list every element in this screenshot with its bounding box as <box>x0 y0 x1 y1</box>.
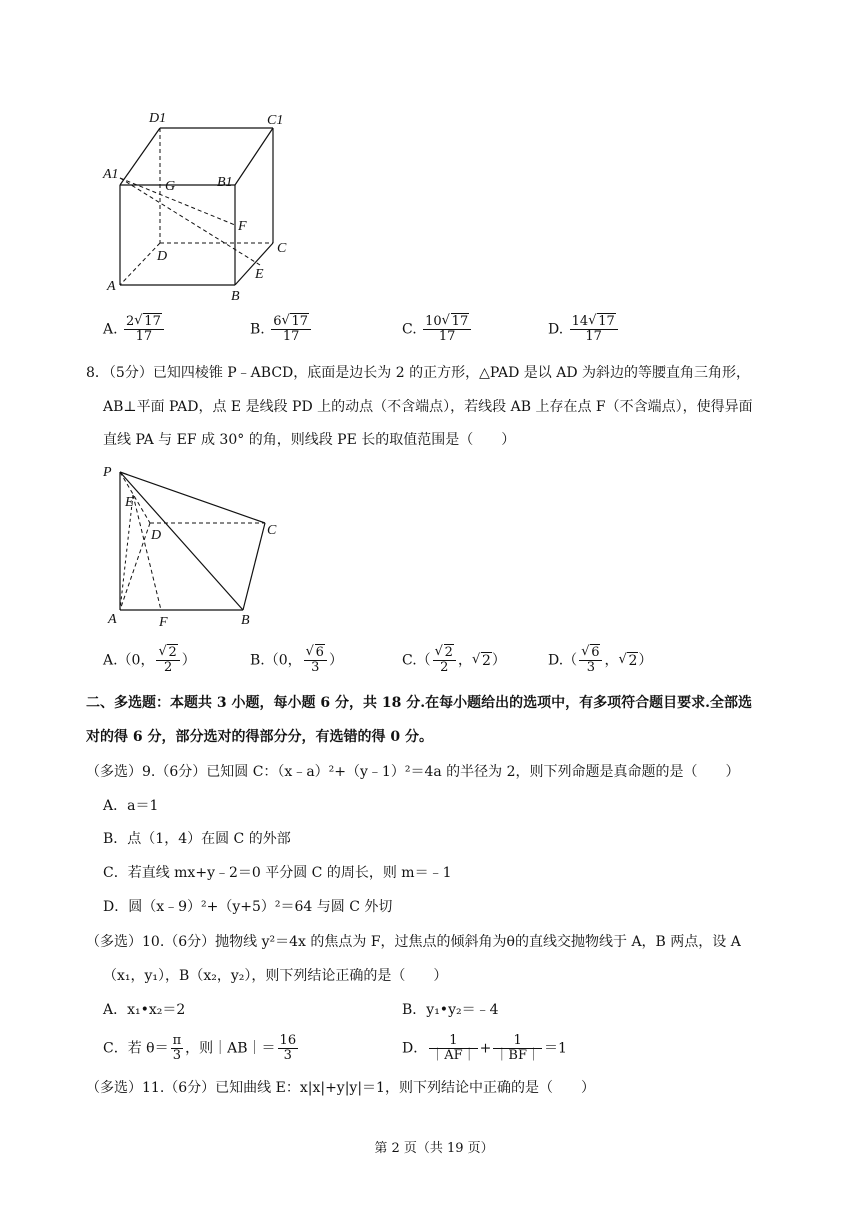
q9-choice-d: D．圆（x﹣9）²+（y+5）²＝64 与圆 C 外切 <box>103 899 393 915</box>
q9-choice-c: C．若直线 mx+y﹣2＝0 平分圆 C 的周长，则 m＝﹣1 <box>103 865 452 881</box>
q10-choice-a: A．x₁•x₂＝2 <box>103 1002 186 1018</box>
fig8-label-a: A <box>108 612 117 627</box>
q9-stem: （多选）9.（6分）已知圆 C：（x﹣a）²+（y﹣1）²＝4a 的半径为 2，则下列命题是真命题的是（ ） <box>86 764 740 780</box>
fig8-label-f: F <box>159 615 168 630</box>
cube-figure <box>95 100 315 310</box>
fig7-label-f: F <box>238 219 247 234</box>
fig7-label-b1: B1 <box>217 175 233 190</box>
q10-choice-d: D． $\frac{1}{|AF|}$ + $\frac{1}{|BF|}$ ＝1 <box>402 1033 567 1063</box>
fig7-label-c: C <box>277 241 287 256</box>
fig7-label-d1: D1 <box>149 111 167 126</box>
section2-heading-line2: 对的得 6 分，部分选对的得部分分，有选错的得 0 分。 <box>86 729 433 745</box>
section2-heading-line1: 二、多选题：本题共 3 小题，每小题 6 分，共 18 分.在每小题给出的选项中，有多项符合题目要求.全部选 <box>86 695 752 711</box>
q7-choice-b: B. $\frac{6√ 17}{17}$ <box>250 315 313 344</box>
q8-choice-b: B.（0， √ $\frac{6}{3}$ ） <box>250 646 343 675</box>
q10-choice-b: B．y₁•y₂＝﹣4 <box>402 1002 499 1018</box>
page-footer: 第 2 页（共 19 页） <box>374 1141 494 1156</box>
q8-stem-line2: AB⊥平面 PAD，点 E 是线段 PD 上的动点（不含端点），若线段 AB 上存在点 F（不含端点），使得异面 <box>103 399 753 415</box>
fig8-label-c: C <box>267 523 277 538</box>
fig8-label-d: D <box>151 528 162 543</box>
fig7-label-c1: C1 <box>267 113 284 128</box>
fig8-label-p: P <box>103 465 112 480</box>
q7-choice-d: D. $\frac{14√ 17}{17}$ <box>548 315 620 344</box>
q8-stem-line3: 直线 PA 与 EF 成 30° 的角，则线段 PE 长的取值范围是（ ） <box>103 432 516 448</box>
q8-choice-a: A.（0， √ $\frac{2}{2}$ ） <box>103 646 196 675</box>
q8-choice-d: D.（ √ $\frac{6}{3}$ ，√ 2） <box>548 646 652 675</box>
fig7-label-a: A <box>107 279 116 294</box>
q9-choice-b: B．点（1，4）在圆 C 的外部 <box>103 831 291 847</box>
fig7-label-d: D <box>157 249 168 264</box>
fig7-label-g: G <box>165 179 176 194</box>
q8-choice-c: C.（ √ $\frac{2}{2}$ ，√ 2） <box>402 646 506 675</box>
fig7-label-b: B <box>231 289 240 304</box>
fig7-label-e: E <box>255 267 264 282</box>
q9-choice-a: A．a＝1 <box>103 798 159 814</box>
q10-stem-line2: （x₁，y₁），B（x₂，y₂），则下列结论正确的是（ ） <box>103 968 448 984</box>
q10-stem-line1: （多选）10.（6分）抛物线 y²＝4x 的焦点为 F，过焦点的倾斜角为θ的直线交抛物线于 A，B 两点，设 A <box>86 934 741 950</box>
q8-stem-line1: 8．（5分）已知四棱锥 P﹣ABCD，底面是边长为 2 的正方形，△PAD 是以 AD 为斜边的等腰直角三角形， <box>86 365 751 381</box>
q11-stem: （多选）11.（6分）已知曲线 E：x|x|+y|y|＝1，则下列结论中正确的是（ ） <box>86 1080 595 1096</box>
pyramid-figure <box>95 460 295 630</box>
fig7-label-a1: A1 <box>103 167 119 182</box>
fig8-label-e: E <box>125 495 134 510</box>
q7-choice-a: A. $\frac{2√ 17}{17}$ <box>103 315 166 344</box>
fig8-label-b: B <box>241 613 250 628</box>
q7-choice-c: C. $\frac{10√ 17}{17}$ <box>402 315 473 344</box>
q10-choice-c: C．若 θ＝ $\frac{\pi}{3}$ ，则｜AB｜＝ $\frac{16}{3}$ <box>103 1033 297 1063</box>
